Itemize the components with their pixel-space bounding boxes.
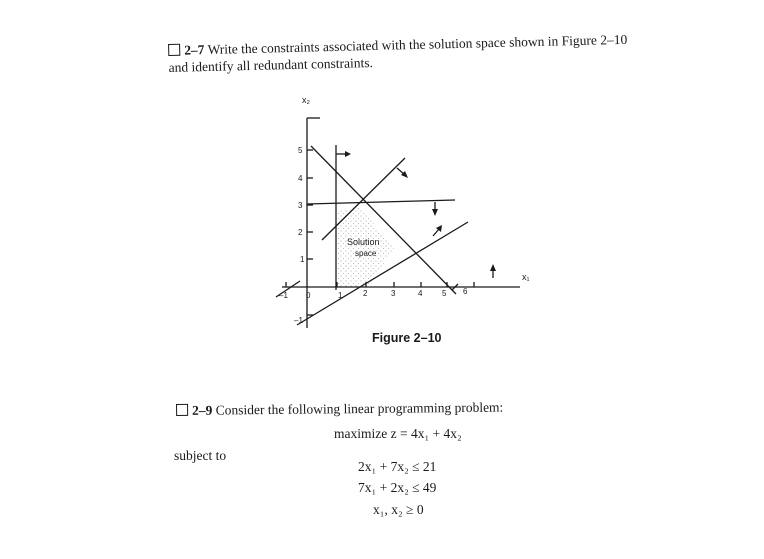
y-tick-label: 1 [300,255,305,264]
solution-label-line2: space [355,249,377,258]
problem-number: 2–9 [192,402,213,418]
x-axis-label: x₁ [522,272,530,282]
constraint-line-x2-le-3 [307,200,455,204]
constraint-2: 7x₁ + 2x₂ ≤ 49 [358,480,437,495]
arrow-head [345,151,351,157]
problem-text: Write the constraints associated with the solution space shown in Figure 2–10 and identify all redundant constraints. [168,31,628,75]
x-tick-label: 5 [442,289,447,298]
constraint-nonnegativity: x₁, x₂ ≥ 0 [373,502,424,517]
problem-number: 2–7 [184,42,205,58]
y-tick-label: 2 [298,228,303,237]
problem-text: Consider the following linear programming problem: [215,399,504,418]
x-tick-label: 1 [338,291,343,300]
constraint-line-sum-le-5 [311,146,456,294]
arrow-head [432,209,438,216]
arrow-head [490,264,496,271]
y-tick-label: 3 [298,201,303,210]
constraint-1: 2x₁ + 7x₂ ≤ 21 [358,459,437,474]
y-tick-label: 4 [298,174,303,183]
y-axis-label: x₂ [302,95,310,105]
x-tick-label: 3 [391,289,396,298]
problem-2-9 [176,398,596,419]
objective-function: maximize z = 4x₁ + 4x₂ [334,426,462,441]
solution-label-line1: Solution [347,237,380,247]
x-tick-label: 2 [363,289,368,298]
checkbox-icon [176,404,188,416]
direction-arrow [433,229,439,236]
x-tick-label: 4 [418,289,423,298]
x-tick-label: –1 [279,291,288,300]
subject-to-label: subject to [174,448,227,463]
solution-space-region [336,207,394,287]
y-tick-label: 5 [298,146,303,155]
x-tick-label: 6 [463,287,468,296]
figure-caption: Figure 2–10 [372,331,442,345]
y-tick-label: –1 [294,316,303,325]
x-tick-label: 0 [306,291,311,300]
